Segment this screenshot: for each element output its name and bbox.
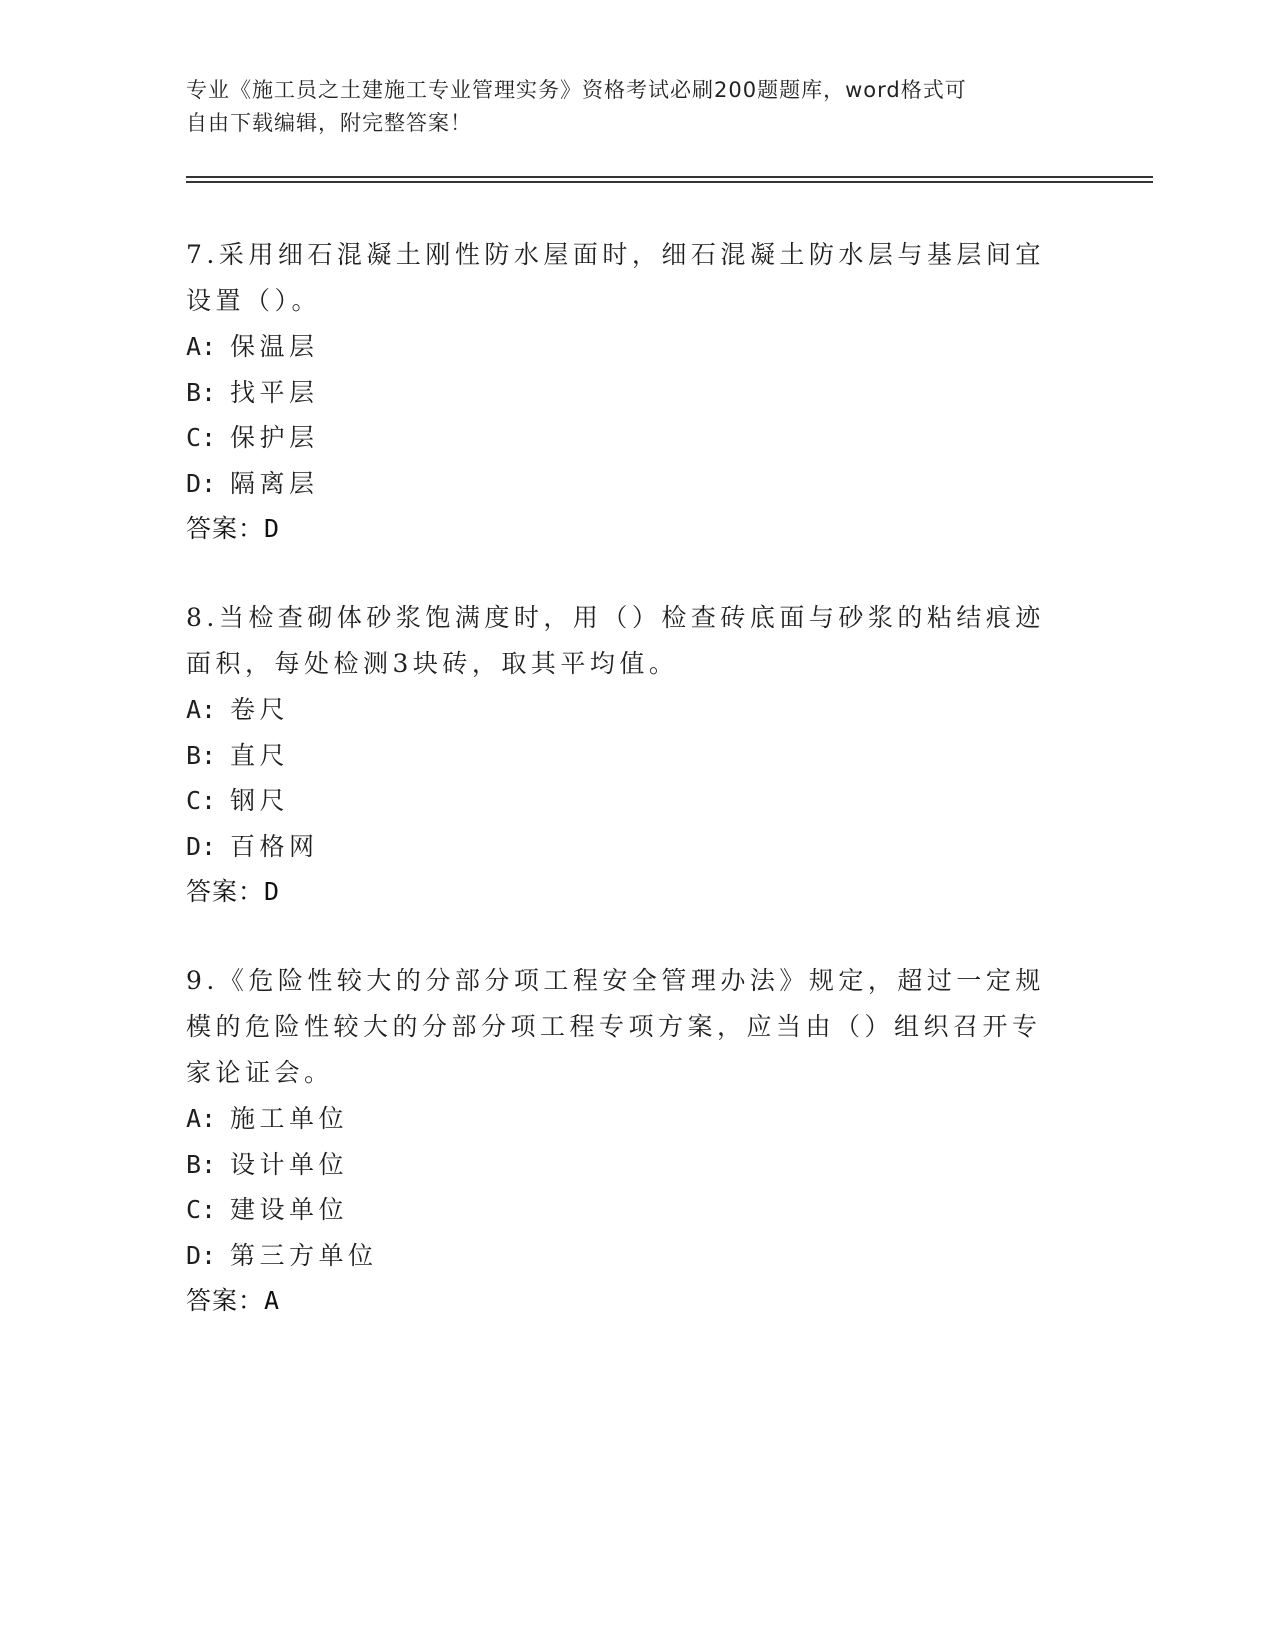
- option-text: 找平层: [230, 377, 319, 407]
- option-label: C:: [186, 423, 217, 452]
- option-text: 百格网: [230, 831, 319, 861]
- option-d: [186, 461, 1066, 507]
- option-a: [186, 324, 1066, 370]
- answer-label: 答案：: [186, 877, 265, 906]
- option-label: C:: [186, 1195, 217, 1224]
- option-b: [186, 1142, 1066, 1188]
- option-label: B:: [186, 740, 217, 770]
- option-label: A:: [186, 695, 217, 724]
- option-a: [186, 687, 1066, 733]
- option-d: [186, 1233, 1066, 1279]
- option-label: D:: [186, 468, 217, 498]
- option-text: 直尺: [230, 740, 290, 770]
- option-text: 设计单位: [230, 1149, 349, 1179]
- question-8: [186, 595, 1066, 915]
- option-label: B:: [186, 1149, 217, 1179]
- option-text: 施工单位: [230, 1104, 349, 1133]
- answer-line: [186, 869, 1066, 915]
- option-text: 建设单位: [230, 1195, 349, 1224]
- option-text: 钢尺: [230, 786, 290, 815]
- option-text: 第三方单位: [230, 1240, 378, 1270]
- option-label: C:: [186, 786, 217, 815]
- answer-line: [186, 1278, 1066, 1324]
- answer-value: D: [264, 877, 281, 906]
- answer-line: [186, 506, 1066, 552]
- option-label: A:: [186, 1104, 217, 1133]
- option-text: 保温层: [230, 332, 319, 361]
- option-a: [186, 1096, 1066, 1142]
- question-stem: 9.《危险性较大的分部分项工程安全管理办法》规定，超过一定规模的危险性较大的分部分项工程专项方案，应当由（）组织召开专家论证会。: [186, 966, 1045, 1087]
- option-label: B:: [186, 377, 217, 407]
- header-line-2: 自由下载编辑，附完整答案！: [186, 111, 472, 135]
- answer-value: A: [264, 1286, 281, 1315]
- option-text: 卷尺: [230, 695, 290, 724]
- option-text: 保护层: [230, 423, 319, 452]
- question-7: [186, 232, 1066, 552]
- answer-label: 答案：: [186, 514, 265, 543]
- option-c: [186, 778, 1066, 824]
- option-text: 隔离层: [230, 468, 319, 498]
- question-stem: 8.当检查砌体砂浆饱满度时，用（）检查砖底面与砂浆的粘结痕迹面积，每处检测3块砖，取其平均值。: [186, 603, 1045, 678]
- option-label: D:: [186, 831, 217, 861]
- document-header: [186, 74, 1066, 140]
- option-label: D:: [186, 1240, 217, 1270]
- option-b: [186, 733, 1066, 779]
- question-9: [186, 958, 1066, 1324]
- header-line-1: 专业《施工员之土建施工专业管理实务》资格考试必刷200题题库，word格式可: [186, 78, 967, 102]
- option-c: [186, 415, 1066, 461]
- option-b: [186, 370, 1066, 416]
- question-stem: 7.采用细石混凝土刚性防水屋面时，细石混凝土防水层与基层间宜设置（）。: [186, 240, 1045, 315]
- option-d: [186, 824, 1066, 870]
- header-divider-bottom: [186, 181, 1153, 183]
- option-label: A:: [186, 332, 217, 361]
- header-divider-top: [186, 176, 1153, 178]
- option-c: [186, 1187, 1066, 1233]
- answer-value: D: [264, 514, 281, 543]
- answer-label: 答案：: [186, 1286, 265, 1315]
